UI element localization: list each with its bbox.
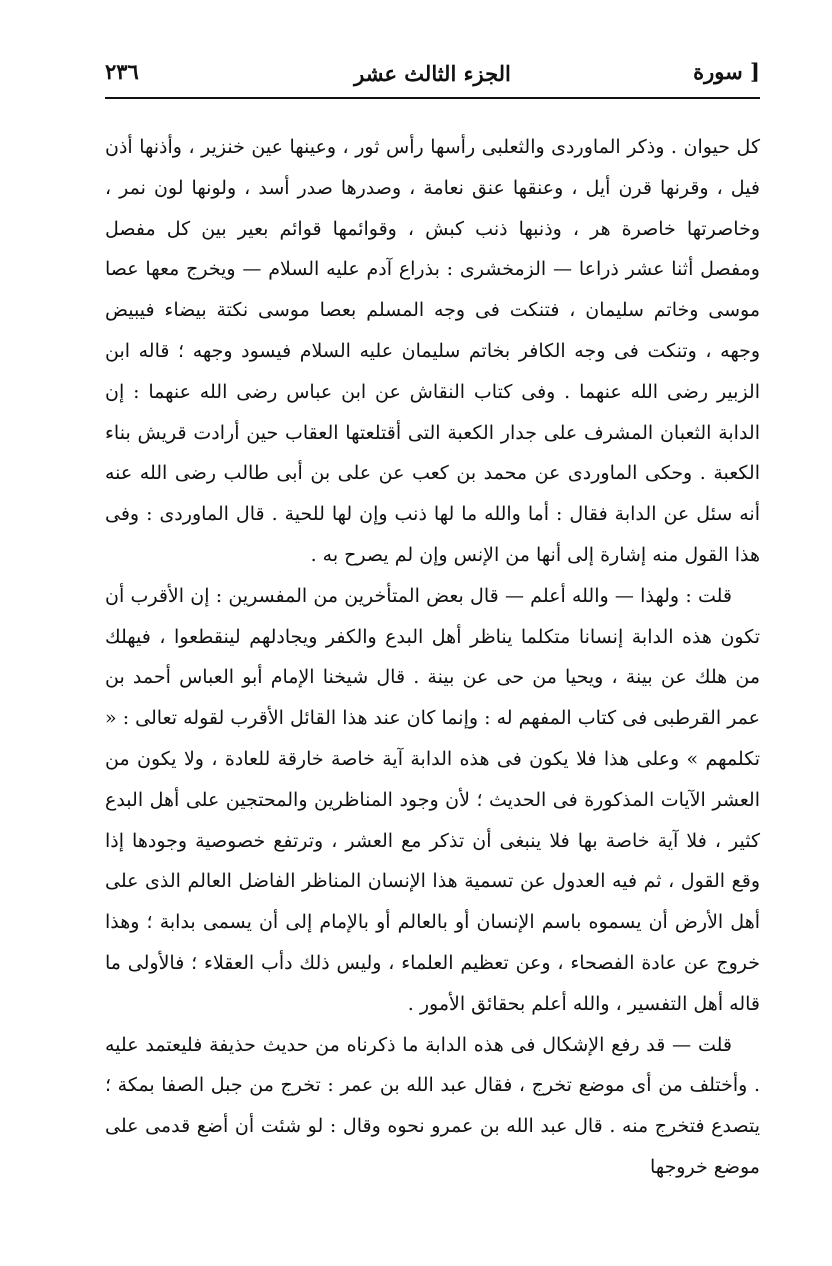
body-text: [105, 127, 760, 1188]
paragraph: قلت — قد رفع الإشكال فى هذه الدابة ما ذكرناه من حديث حذيفة فليعتمد عليه . وأختلف من أى موضع تخرج ، فقال عبد الله بن عمر : تخرج من جبل الصفا بمكة ؛ يتصدع فتخرج منه . قال عبد الله بن عمرو نحوه وقال : لو شئت أن أضع قدمى على موضع خروجها: [105, 1033, 760, 1178]
page-header: [105, 55, 760, 99]
page-number: ٢٣٦: [105, 59, 139, 84]
surah-label: [ سورة: [693, 59, 760, 84]
running-title: الجزء الثالث عشر: [354, 61, 511, 86]
paragraph: كل حيوان . وذكر الماوردى والثعلبى رأسها رأس ثور ، وعينها عين خنزير ، وأذنها أذن فيل ، وقرنها قرن أيل ، وعنقها عنق نعامة ، وصدرها صدر أسد ، ولونها لون نمر ، وخاصرتها خاصرة هر ، وذنبها ذنب كبش ، وقوائمها قوائم بعير بين كل مفصل ومفصل أثنا عشر ذراعا — الزمخشرى : بذراع آدم عليه السلام — ويخرج معها عصا موسى وخاتم سليمان ، فتنكت فى وجه المسلم بعصا موسى نكتة بيضاء فيبيض وجهه ، وتنكت فى وجه الكافر بخاتم سليمان عليه السلام فيسود وجهه ؛ قاله ابن الزبير رضى الله عنهما . وفى كتاب النقاش عن ابن عباس رضى الله عنهما : إن الدابة الثعبان المشرف على جدار الكعبة التى أقتلعتها العقاب حين أرادت قريش بناء الكعبة . وحكى الماوردى عن محمد بن كعب عن على بن أبى طالب رضى الله عنه أنه سئل عن الدابة فقال : أما والله ما لها ذنب وإن لها للحية . قال الماوردى : وفى هذا القول منه إشارة إلى أنها من الإنس وإن لم يصرح به .: [105, 136, 760, 566]
paragraph: قلت : ولهذا — والله أعلم — قال بعض المتأخرين من المفسرين : إن الأقرب أن تكون هذه الدابة إنسانا متكلما يناظر أهل البدع والكفر ويجادلهم لينقطعوا ، فيهلك من هلك عن بينة ، ويحيا من حى عن بينة . قال شيخنا الإمام أبو العباس أحمد بن عمر القرطبى فى كتاب المفهم له : وإنما كان عند هذا القائل الأقرب لقوله تعالى : « تكلمهم » وعلى هذا فلا يكون فى هذه الدابة آية خاصة خارقة للعادة ، ولا يكون من العشر الآيات المذكورة فى الحديث ؛ لأن وجود المناظرين والمحتجين على أهل البدع كثير ، فلا آية خاصة بها فلا ينبغى أن تذكر مع العشر ، وترتفع خصوصية وجودها إذا وقع القول ، ثم فيه العدول عن تسمية هذا الإنسان المناظر الفاضل العالم الذى على أهل الأرض أن يسموه باسم الإنسان أو بالعالم أو بالإمام إلى أن يسمى بدابة ؛ وهذا خروج عن عادة الفصحاء ، وعن تعظيم العلماء ، وليس ذلك دأب العقلاء ؛ فالأولى ما قاله أهل التفسير ، والله أعلم بحقائق الأمور .: [105, 584, 760, 1015]
